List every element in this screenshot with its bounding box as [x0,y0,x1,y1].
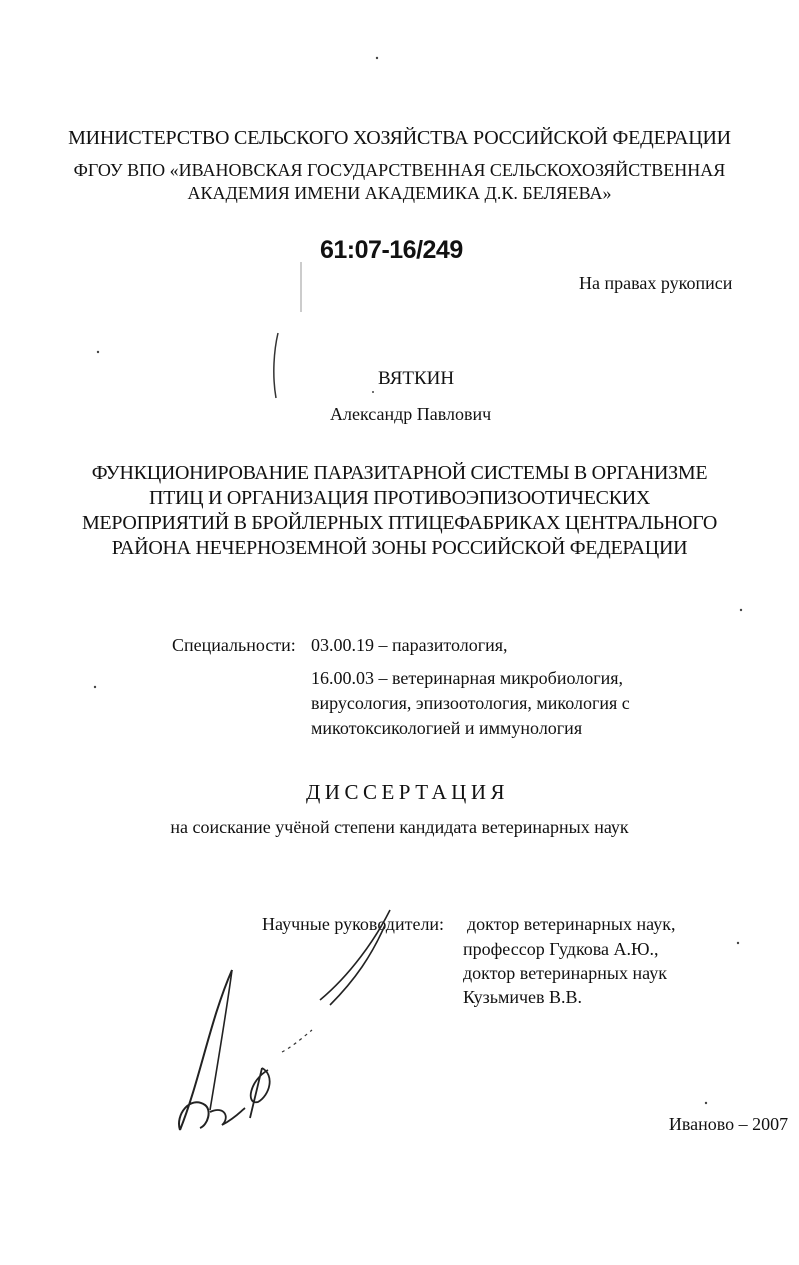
thesis-title-line: РАЙОНА НЕЧЕРНОЗЕМНОЙ ЗОНЫ РОССИЙСКОЙ ФЕДЕРАЦИИ [111,537,688,559]
signature-stroke [179,970,232,1130]
academy-name-line2: АКАДЕМИЯ ИМЕНИ АКАДЕМИКА Д.К. БЕЛЯЕВА» [187,183,612,203]
supervisor-line: доктор ветеринарных наук [463,963,667,983]
ministry-heading: МИНИСТЕРСТВО СЕЛЬСКОГО ХОЗЯЙСТВА РОССИЙСКОЙ ФЕДЕРАЦИИ [68,127,731,149]
supervisor-line: Кузьмичев В.В. [463,987,583,1007]
thesis-title-line: ПТИЦ И ОРГАНИЗАЦИЯ ПРОТИВОЭПИЗООТИЧЕСКИХ [148,487,651,509]
author-surname: ВЯТКИН [378,368,455,389]
academy-name-line1: ФГОУ ВПО «ИВАНОВСКАЯ ГОСУДАРСТВЕННАЯ СЕЛЬСКОХОЗЯЙСТВЕННАЯ [73,160,726,180]
specialty-line: 03.00.19 – паразитология, [311,635,508,655]
author-given-names: Александр Павлович [330,404,492,424]
scan-speck [94,686,96,688]
supervisor-line: доктор ветеринарных наук, [467,914,676,934]
specialty-line: 16.00.03 – ветеринарная микробиология, [311,668,623,688]
scan-speck [372,391,374,393]
scan-speck [97,351,99,353]
specialty-line: микотоксикологией и иммунология [311,718,583,738]
signature-stroke [250,1068,270,1118]
scan-bracket-mark [274,333,278,398]
supervisor-line: профессор Гудкова А.Ю., [463,939,659,959]
specialties-label: Специальности: [172,635,296,655]
signature-stroke [210,1108,245,1125]
thesis-title-line: МЕРОПРИЯТИЙ В БРОЙЛЕРНЫХ ПТИЦЕФАБРИКАХ ЦЕНТРАЛЬНОГО [81,512,718,534]
city-year: Иваново – 2007 [668,1114,789,1134]
thesis-title-line: ФУНКЦИОНИРОВАНИЕ ПАРАЗИТАРНОЙ СИСТЕМЫ В ОРГАНИЗМЕ [91,462,708,484]
document-type: ДИССЕРТАЦИЯ [305,780,510,804]
library-code-stamp: 61:07-16/249 [320,236,463,264]
signature-stroke [210,970,232,1110]
specialty-line: вирусология, эпизоотология, микология с [311,693,630,713]
degree-line: на соискание учёной степени кандидата ветеринарных наук [170,817,629,837]
scan-speck [376,57,378,59]
scan-speck [740,609,742,611]
signature-stroke [320,910,390,1005]
supervisors-label: Научные руководители: [262,914,445,934]
scan-speck [705,1102,707,1104]
rights-note: На правах рукописи [579,273,733,293]
scan-speck [737,942,739,944]
handwritten-signature [150,880,470,1140]
signature-stroke [282,1030,312,1052]
